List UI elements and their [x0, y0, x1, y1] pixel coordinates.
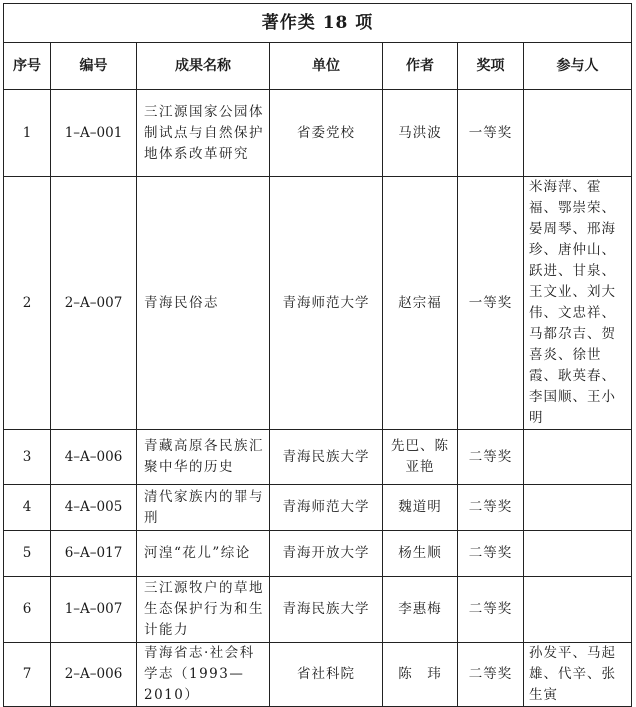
cell-award: 二等奖 — [458, 531, 524, 577]
header-title: 成果名称 — [137, 43, 270, 90]
cell-code: 1–A–007 — [51, 577, 137, 643]
cell-award: 二等奖 — [458, 577, 524, 643]
cell-seq: 6 — [4, 577, 51, 643]
cell-award: 一等奖 — [458, 90, 524, 177]
cell-code: 4–A–005 — [51, 485, 137, 531]
cell-seq: 2 — [4, 177, 51, 430]
cell-author: 马洪波 — [383, 90, 458, 177]
cell-seq: 5 — [4, 531, 51, 577]
cell-award: 二等奖 — [458, 485, 524, 531]
cell-title: 青海民俗志 — [137, 177, 270, 430]
cell-title: 三江源牧户的草地生态保护行为和生计能力 — [137, 577, 270, 643]
header-participants: 参与人 — [524, 43, 632, 90]
cell-author: 陈 玮 — [383, 643, 458, 707]
table-row — [4, 90, 632, 177]
table-row — [4, 531, 632, 577]
cell-title: 河湟“花儿”综论 — [137, 531, 270, 577]
cell-author: 李惠梅 — [383, 577, 458, 643]
cell-code: 2–A–007 — [51, 177, 137, 430]
table-row — [4, 177, 632, 430]
cell-seq: 1 — [4, 90, 51, 177]
cell-participants: 米海萍、霍福、鄂崇荣、晏周琴、邢海珍、唐仲山、跃进、甘泉、王文业、刘大伟、文忠祥、马都尕吉、贺喜炎、徐世霞、耿英春、李国顺、王小明 — [524, 177, 632, 430]
cell-author: 魏道明 — [383, 485, 458, 531]
cell-seq: 7 — [4, 643, 51, 707]
table-row — [4, 577, 632, 643]
cell-unit: 省社科院 — [270, 643, 383, 707]
cell-code: 1–A–001 — [51, 90, 137, 177]
cell-seq: 3 — [4, 430, 51, 485]
cell-participants — [524, 531, 632, 577]
cell-title: 青海省志·社会科学志（1993—2010） — [137, 643, 270, 707]
table-row — [4, 430, 632, 485]
cell-award: 二等奖 — [458, 643, 524, 707]
cell-title: 青藏高原各民族汇聚中华的历史 — [137, 430, 270, 485]
cell-participants — [524, 577, 632, 643]
cell-participants: 孙发平、马起雄、代辛、张生寅 — [524, 643, 632, 707]
cell-title: 三江源国家公园体制试点与自然保护地体系改革研究 — [137, 90, 270, 177]
cell-award: 一等奖 — [458, 177, 524, 430]
cell-award: 二等奖 — [458, 430, 524, 485]
table-row — [4, 643, 632, 707]
table-caption: 著作类 18 项 — [4, 4, 632, 43]
header-row — [4, 43, 632, 90]
award-table — [3, 3, 632, 707]
header-code: 编号 — [51, 43, 137, 90]
cell-author: 先巴、陈亚艳 — [383, 430, 458, 485]
cell-unit: 青海开放大学 — [270, 531, 383, 577]
header-author: 作者 — [383, 43, 458, 90]
cell-author: 赵宗福 — [383, 177, 458, 430]
cell-code: 4–A–006 — [51, 430, 137, 485]
header-award: 奖项 — [458, 43, 524, 90]
cell-unit: 青海师范大学 — [270, 485, 383, 531]
cell-unit: 青海师范大学 — [270, 177, 383, 430]
header-seq: 序号 — [4, 43, 51, 90]
table-row — [4, 485, 632, 531]
cell-code: 2–A–006 — [51, 643, 137, 707]
cell-author: 杨生顺 — [383, 531, 458, 577]
cell-unit: 青海民族大学 — [270, 430, 383, 485]
cell-participants — [524, 430, 632, 485]
header-unit: 单位 — [270, 43, 383, 90]
award-list-document — [3, 3, 631, 707]
cell-code: 6–A–017 — [51, 531, 137, 577]
cell-unit: 青海民族大学 — [270, 577, 383, 643]
cell-participants — [524, 485, 632, 531]
cell-participants — [524, 90, 632, 177]
cell-unit: 省委党校 — [270, 90, 383, 177]
caption-row — [4, 4, 632, 43]
cell-title: 清代家族内的罪与刑 — [137, 485, 270, 531]
cell-seq: 4 — [4, 485, 51, 531]
